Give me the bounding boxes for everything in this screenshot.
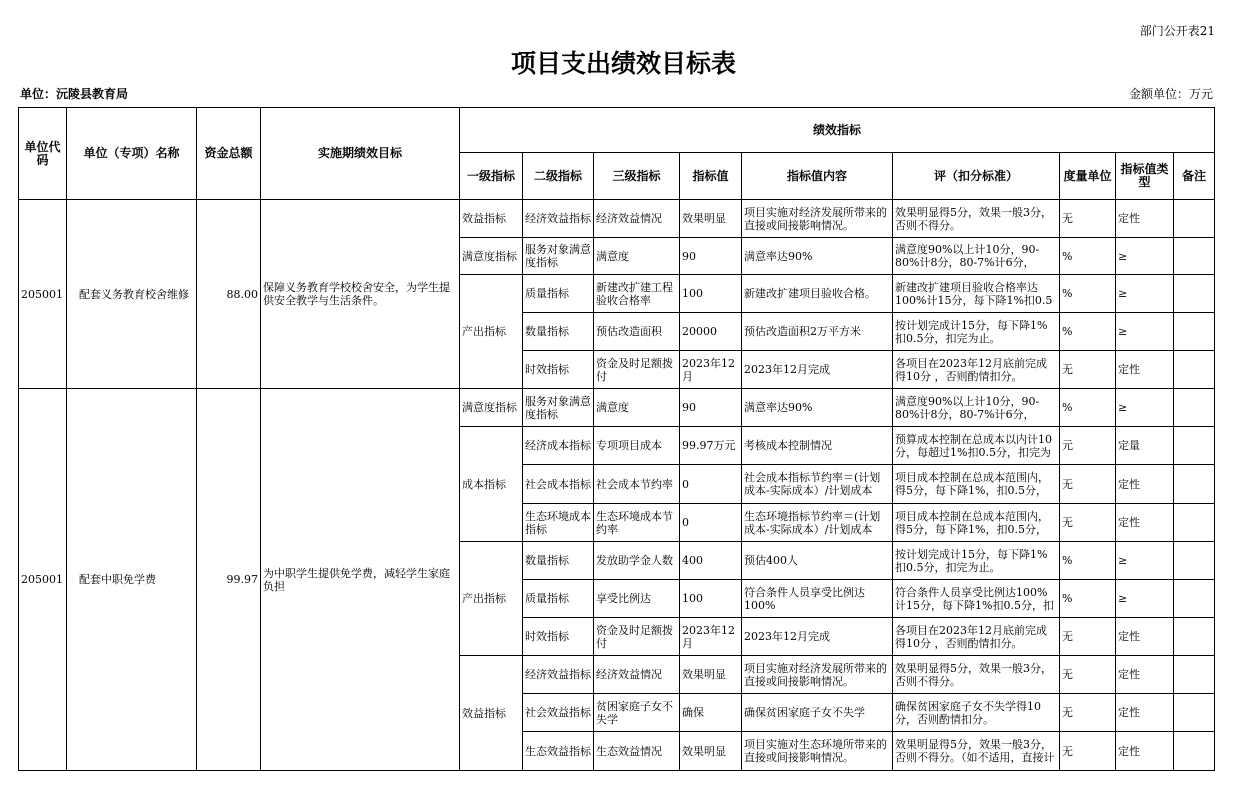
level2-text: 服务对象满意度指标 [525, 243, 591, 269]
scoring-cell [893, 694, 1060, 732]
content-cell: 符合条件人员享受比例达100% [742, 580, 893, 618]
header-total-funds: 资金总额 [197, 108, 261, 200]
value-type-cell: 定性 [1116, 656, 1174, 694]
measure-unit-cell: 无 [1060, 618, 1116, 656]
scoring-cell [893, 732, 1060, 771]
content-cell: 满意率达90% [742, 238, 893, 275]
content-text: 社会成本指标节约率＝(计划成本-实际成本）/计划成本 [744, 471, 881, 497]
scoring-cell [893, 200, 1060, 238]
value-type-cell: 定性 [1116, 200, 1174, 238]
level3-cell: 经济效益情况 [594, 656, 680, 694]
value-cell: 100 [680, 580, 742, 618]
scoring-cell [893, 389, 1060, 427]
scoring-text: 确保贫困家庭子女不失学得10分，否则酌情扣分。 [895, 699, 1041, 726]
content-cell: 确保贫困家庭子女不失学 [742, 694, 893, 732]
scoring-text: 满意度90%以上计10分，90-80%计8分，80-7%计6分， [895, 243, 1040, 269]
level2-cell: 经济成本指标 [523, 427, 594, 465]
level3-cell: 社会成本节约率 [594, 465, 680, 504]
value-type-cell: 定性 [1116, 504, 1174, 542]
scoring-text: 效果明显得5分，效果一般3分，否则不得分。 [895, 661, 1052, 688]
scoring-cell [893, 618, 1060, 656]
measure-unit-cell: % [1060, 389, 1116, 427]
content-text: 生态环境指标节约率＝(计划成本-实际成本）/计划成本 [744, 509, 881, 536]
level2-cell [523, 389, 594, 427]
header-project-name: 单位（专项）名称 [67, 108, 197, 200]
level3-cell: 预估改造面积 [594, 313, 680, 351]
unit-label: 单位：沅陵县教育局 [20, 87, 129, 101]
value-type-cell: 定量 [1116, 427, 1174, 465]
value-cell: 90 [680, 389, 742, 427]
page-label: 部门公开表21 [1139, 24, 1215, 38]
remark-cell [1174, 313, 1215, 351]
level2-cell [523, 504, 594, 542]
value-cell: 效果明显 [680, 732, 742, 771]
scoring-cell [893, 427, 1060, 465]
level3-cell: 生态效益情况 [594, 732, 680, 771]
header-measure-unit: 度量单位 [1060, 153, 1116, 200]
value-cell: 2023年12月 [680, 351, 742, 389]
content-cell [742, 656, 893, 694]
remark-cell [1174, 504, 1215, 542]
remark-cell [1174, 389, 1215, 427]
measure-unit-cell: 无 [1060, 504, 1116, 542]
header-value-type: 指标值类型 [1116, 153, 1174, 200]
level1-cell: 满意度指标 [460, 238, 523, 275]
scoring-text: 符合条件人员享受比例达100%计15分，每下降1%扣0.5分，扣 [895, 585, 1054, 612]
value-cell: 0 [680, 504, 742, 542]
header-level3: 三级指标 [594, 153, 680, 200]
level3-text: 资金及时足额拨付 [596, 623, 673, 650]
scoring-text: 预算成本控制在总成本以内计10分，每超过1%扣0.5分，扣完为 [895, 432, 1052, 459]
scoring-text: 各项目在2023年12月底前完成得10分 ，否则酌情扣分。 [895, 623, 1047, 650]
value-type-cell: ≥ [1116, 542, 1174, 580]
value-cell: 确保 [680, 694, 742, 732]
level3-cell [594, 275, 680, 313]
content-text: 项目实施对生态环境所带来的直接或间接影响情况。 [744, 738, 887, 764]
value-type-cell: 定性 [1116, 618, 1174, 656]
value-type-cell: ≥ [1116, 580, 1174, 618]
remark-cell [1174, 275, 1215, 313]
measure-unit-cell: 无 [1060, 694, 1116, 732]
value-type-cell: 定性 [1116, 694, 1174, 732]
scoring-cell [893, 313, 1060, 351]
level3-cell: 满意度 [594, 389, 680, 427]
measure-unit-cell: 无 [1060, 656, 1116, 694]
value-cell: 20000 [680, 313, 742, 351]
remark-cell [1174, 732, 1215, 771]
scoring-text: 满意度90%以上计10分，90-80%计8分，80-7%计6分， [895, 394, 1040, 421]
level3-text: 贫困家庭子女不失学 [596, 699, 673, 726]
level2-cell: 质量指标 [523, 275, 594, 313]
level1-cell: 满意度指标 [460, 389, 523, 427]
level2-cell [523, 238, 594, 275]
remark-cell [1174, 542, 1215, 580]
scoring-cell [893, 580, 1060, 618]
value-cell: 99.97万元 [680, 427, 742, 465]
level3-cell: 享受比例达 [594, 580, 680, 618]
content-text: 项目实施对经济发展所带来的直接或间接影响情况。 [744, 661, 887, 688]
value-cell: 效果明显 [680, 656, 742, 694]
measure-unit-cell: 无 [1060, 200, 1116, 238]
level3-cell: 发放助学金人数 [594, 542, 680, 580]
scoring-text: 按计划完成计15分，每下降1%扣0.5分，扣完为止。 [895, 547, 1048, 574]
scoring-cell [893, 351, 1060, 389]
header-level1: 一级指标 [460, 153, 523, 200]
remark-cell [1174, 580, 1215, 618]
level2-cell: 经济效益指标 [523, 656, 594, 694]
content-cell: 预估改造面积2万平方米 [742, 313, 893, 351]
remark-cell [1174, 238, 1215, 275]
scoring-text: 效果明显得5分，效果一般3分，否则不得分。（如不适用，直接计 [895, 738, 1055, 764]
scoring-cell [893, 238, 1060, 275]
scoring-text: 项目成本控制在总成本范围内，得5分，每下降1%，扣0.5分， [895, 509, 1049, 536]
table-row [19, 200, 1215, 238]
remark-cell [1174, 427, 1215, 465]
content-cell: 预估400人 [742, 542, 893, 580]
level2-cell: 数量指标 [523, 542, 594, 580]
scoring-text: 项目成本控制在总成本范围内，得5分，每下降1%，扣0.5分， [895, 471, 1049, 497]
value-cell: 400 [680, 542, 742, 580]
level2-cell: 社会效益指标 [523, 694, 594, 732]
scoring-cell [893, 275, 1060, 313]
amount-unit-label: 金额单位：万元 [1128, 87, 1213, 101]
scoring-text: 按计划完成计15分，每下降1%扣0.5分，扣完为止。 [895, 318, 1048, 345]
amount-cell: 99.97 [197, 389, 261, 771]
remark-cell [1174, 200, 1215, 238]
content-cell: 满意率达90% [742, 389, 893, 427]
scoring-text: 新建改扩建项目验收合格率达100%计15分，每下降1%扣0.5 [895, 280, 1053, 307]
level3-text: 新建改扩建工程验收合格率 [596, 280, 673, 307]
level3-cell: 满意度 [594, 238, 680, 275]
scoring-cell [893, 504, 1060, 542]
level3-cell: 专项项目成本 [594, 427, 680, 465]
measure-unit-cell: % [1060, 238, 1116, 275]
content-cell [742, 504, 893, 542]
header-remark: 备注 [1174, 153, 1215, 200]
project-name-cell: 配套中职免学费 [67, 389, 197, 771]
page-title: 项目支出绩效目标表 [510, 49, 736, 78]
goal-cell: 保障义务教育学校校舍安全，为学生提供安全教学与生活条件。 [261, 200, 460, 389]
measure-unit-cell: % [1060, 580, 1116, 618]
level1-cell: 产出指标 [460, 275, 523, 389]
level2-cell: 经济效益指标 [523, 200, 594, 238]
level2-text: 生态环境成本指标 [525, 509, 591, 536]
scoring-text: 效果明显得5分，效果一般3分，否则不得分。 [895, 205, 1052, 232]
content-cell: 考核成本控制情况 [742, 427, 893, 465]
value-type-cell: ≥ [1116, 238, 1174, 275]
content-cell [742, 732, 893, 771]
header-indicators: 绩效指标 [460, 108, 1215, 153]
remark-cell [1174, 656, 1215, 694]
content-cell: 2023年12月完成 [742, 351, 893, 389]
measure-unit-cell: 无 [1060, 465, 1116, 504]
value-cell: 90 [680, 238, 742, 275]
unit-code-cell: 205001 [19, 389, 67, 771]
value-type-cell: ≥ [1116, 389, 1174, 427]
measure-unit-cell: 无 [1060, 351, 1116, 389]
value-type-cell: ≥ [1116, 275, 1174, 313]
level3-text: 资金及时足额拨付 [596, 356, 673, 383]
value-type-cell: 定性 [1116, 465, 1174, 504]
table-row [19, 389, 1215, 427]
scoring-cell [893, 656, 1060, 694]
level2-cell: 质量指标 [523, 580, 594, 618]
measure-unit-cell: 无 [1060, 732, 1116, 771]
value-type-cell: ≥ [1116, 313, 1174, 351]
value-cell: 0 [680, 465, 742, 504]
remark-cell [1174, 351, 1215, 389]
measure-unit-cell: % [1060, 275, 1116, 313]
goal-cell: 为中职学生提供免学费，减轻学生家庭负担 [261, 389, 460, 771]
value-type-cell: 定性 [1116, 732, 1174, 771]
remark-cell [1174, 694, 1215, 732]
content-cell: 2023年12月完成 [742, 618, 893, 656]
scoring-text: 各项目在2023年12月底前完成得10分 ，否则酌情扣分。 [895, 356, 1047, 383]
level3-cell [594, 351, 680, 389]
header-unit-code: 单位代码 [19, 108, 67, 200]
remark-cell [1174, 618, 1215, 656]
project-name-cell: 配套义务教育校舍维修 [67, 200, 197, 389]
measure-unit-cell: % [1060, 542, 1116, 580]
value-cell: 100 [680, 275, 742, 313]
level3-cell [594, 694, 680, 732]
level1-cell: 成本指标 [460, 427, 523, 542]
measure-unit-cell: % [1060, 313, 1116, 351]
header-content: 指标值内容 [742, 153, 893, 200]
level1-cell: 效益指标 [460, 656, 523, 771]
header-goal: 实施期绩效目标 [261, 108, 460, 200]
value-cell: 效果明显 [680, 200, 742, 238]
level3-cell: 经济效益情况 [594, 200, 680, 238]
level1-cell: 产出指标 [460, 542, 523, 656]
content-cell [742, 200, 893, 238]
level2-cell: 生态效益指标 [523, 732, 594, 771]
scoring-cell [893, 542, 1060, 580]
header-level2: 二级指标 [523, 153, 594, 200]
content-cell: 新建改扩建项目验收合格。 [742, 275, 893, 313]
value-type-cell: 定性 [1116, 351, 1174, 389]
amount-cell: 88.00 [197, 200, 261, 389]
performance-table [18, 107, 1215, 771]
content-text: 项目实施对经济发展所带来的直接或间接影响情况。 [744, 205, 887, 232]
level3-cell [594, 618, 680, 656]
content-cell [742, 465, 893, 504]
level2-cell: 时效指标 [523, 351, 594, 389]
level3-text: 生态环境成本节约率 [596, 509, 673, 536]
header-scoring: 评（扣分标准） [893, 153, 1060, 200]
level1-cell: 效益指标 [460, 200, 523, 238]
level3-cell [594, 504, 680, 542]
remark-cell [1174, 465, 1215, 504]
measure-unit-cell: 元 [1060, 427, 1116, 465]
level2-cell: 数量指标 [523, 313, 594, 351]
level2-cell: 社会成本指标 [523, 465, 594, 504]
unit-code-cell: 205001 [19, 200, 67, 389]
value-cell: 2023年12月 [680, 618, 742, 656]
header-value: 指标值 [680, 153, 742, 200]
scoring-cell [893, 465, 1060, 504]
level2-cell: 时效指标 [523, 618, 594, 656]
level2-text: 服务对象满意度指标 [525, 394, 591, 421]
